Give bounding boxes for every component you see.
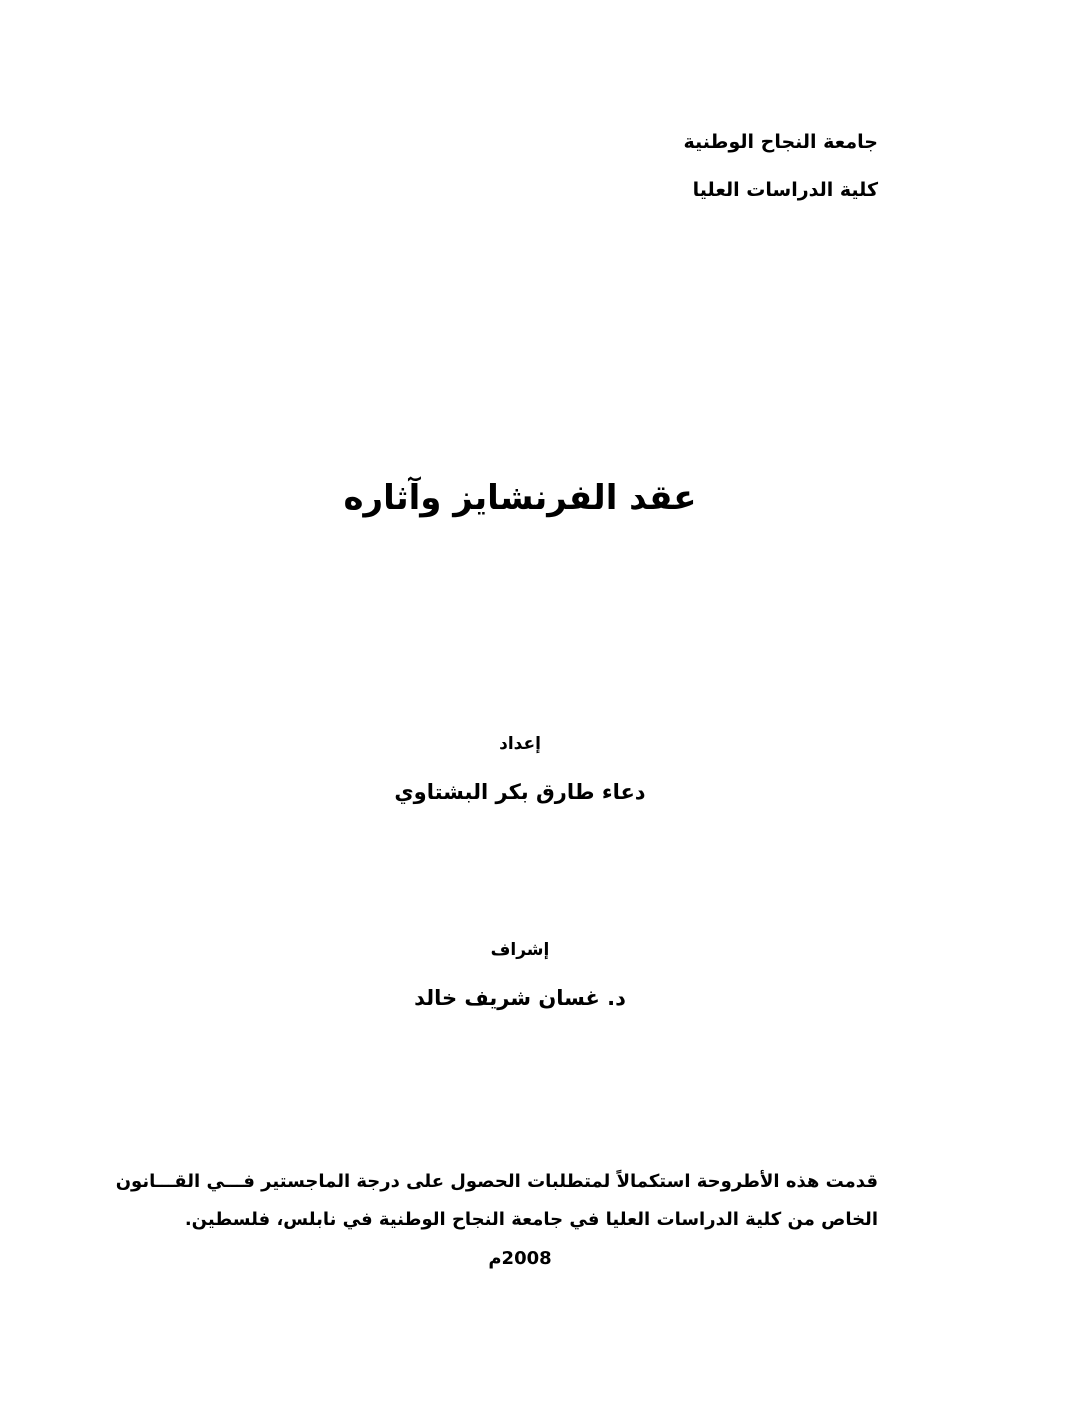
- supervision-label: إشراف: [490, 940, 550, 960]
- institution-header: [684, 118, 878, 214]
- submission-year: 2008م: [488, 1248, 552, 1269]
- thesis-title: عقد الفرنشايز وآثاره: [343, 478, 697, 518]
- preparation-label: إعداد: [499, 734, 541, 754]
- author-name: دعاء طارق بكر البشتاوي: [394, 780, 646, 804]
- submission-statement: [115, 1163, 878, 1239]
- faculty-name: كلية الدراسات العليا: [692, 179, 878, 201]
- statement-line-1: قدمت هذه الأطروحة استكمالاً لمتطلبات الحصول على درجة الماجستير فـــي القـــانون: [115, 1171, 878, 1192]
- supervisor-name: د. غسان شريف خالد: [414, 986, 626, 1010]
- university-name: جامعة النجاح الوطنية: [683, 131, 878, 153]
- statement-line-2: الخاص من كلية الدراسات العليا في جامعة النجاح الوطنية في نابلس، فلسطين.: [184, 1209, 878, 1230]
